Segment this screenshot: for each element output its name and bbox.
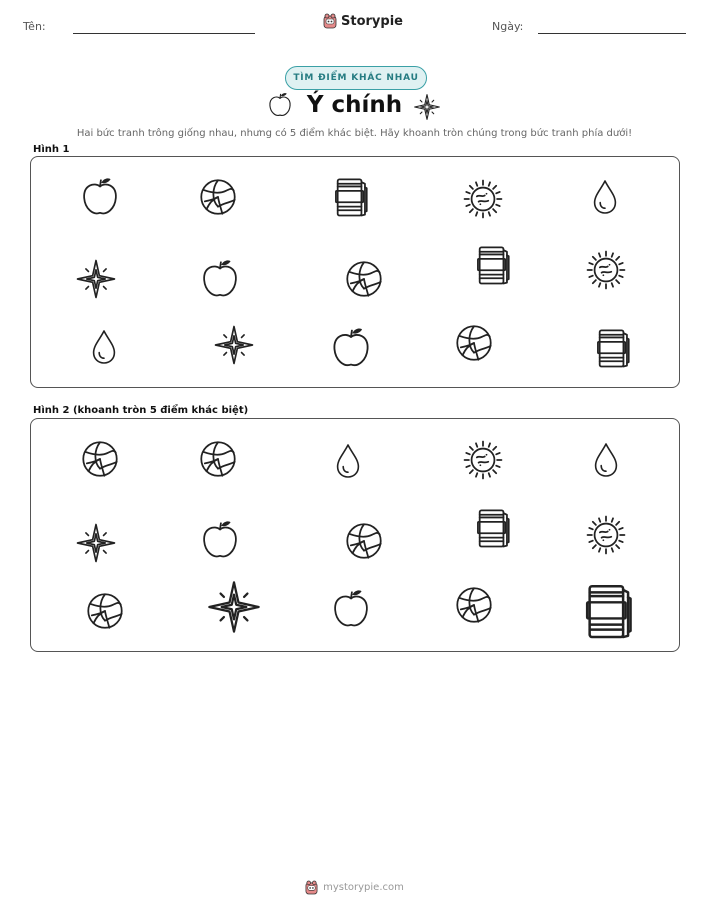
sparkle-icon[interactable] [213, 324, 255, 366]
footer-url: mystorypie.com [323, 882, 404, 893]
drop-icon[interactable] [586, 440, 626, 480]
sparkle-icon[interactable] [75, 522, 117, 564]
mascot-icon [305, 880, 318, 895]
sun-icon[interactable] [461, 177, 505, 221]
volleyball-icon[interactable] [452, 583, 496, 627]
apple-icon[interactable] [329, 587, 373, 631]
sun-icon[interactable] [461, 438, 505, 482]
sun-icon[interactable] [584, 248, 628, 292]
instructions: Hai bức tranh trông giống nhau, nhưng có 5 điểm khác biệt. Hãy khoanh tròn chúng trong bức tranh phía dưới! [76, 128, 633, 139]
apple-icon[interactable] [198, 518, 242, 562]
title-sparkle-icon [413, 93, 441, 121]
mascot-icon [323, 13, 337, 29]
apple-icon[interactable] [198, 257, 242, 301]
volleyball-icon[interactable] [83, 589, 127, 633]
footer [0, 880, 709, 895]
volleyball-icon[interactable] [196, 437, 240, 481]
apple-icon[interactable] [328, 325, 374, 371]
volleyball-icon[interactable] [78, 437, 122, 481]
book-icon[interactable] [576, 580, 638, 642]
drop-icon[interactable] [84, 327, 124, 367]
date-label: Ngày: [492, 20, 524, 33]
drop-icon[interactable] [328, 441, 368, 481]
name-label: Tên: [23, 20, 46, 33]
title-apple-icon [266, 91, 294, 121]
date-field[interactable] [538, 33, 686, 34]
volleyball-icon[interactable] [342, 257, 386, 301]
apple-icon[interactable] [78, 175, 122, 219]
volleyball-icon[interactable] [196, 175, 240, 219]
drop-icon[interactable] [585, 177, 625, 217]
picture-1-label: Hình 1 [33, 144, 70, 155]
book-icon[interactable] [590, 326, 634, 370]
sparkle-icon[interactable] [206, 579, 262, 635]
storypie-logo [323, 13, 403, 29]
name-field[interactable] [73, 33, 255, 34]
book-icon[interactable] [470, 506, 514, 550]
book-icon[interactable] [470, 243, 514, 287]
brand-name: Storypie [341, 13, 403, 29]
activity-tag: TÌM ĐIỂM KHÁC NHAU [285, 66, 427, 90]
picture-2-label: Hình 2 (khoanh tròn 5 điểm khác biệt) [33, 405, 249, 416]
page-title: Ý chính [306, 92, 403, 118]
sparkle-icon[interactable] [75, 258, 117, 300]
volleyball-icon[interactable] [452, 321, 496, 365]
book-icon[interactable] [328, 175, 372, 219]
volleyball-icon[interactable] [342, 519, 386, 563]
sun-icon[interactable] [584, 513, 628, 557]
